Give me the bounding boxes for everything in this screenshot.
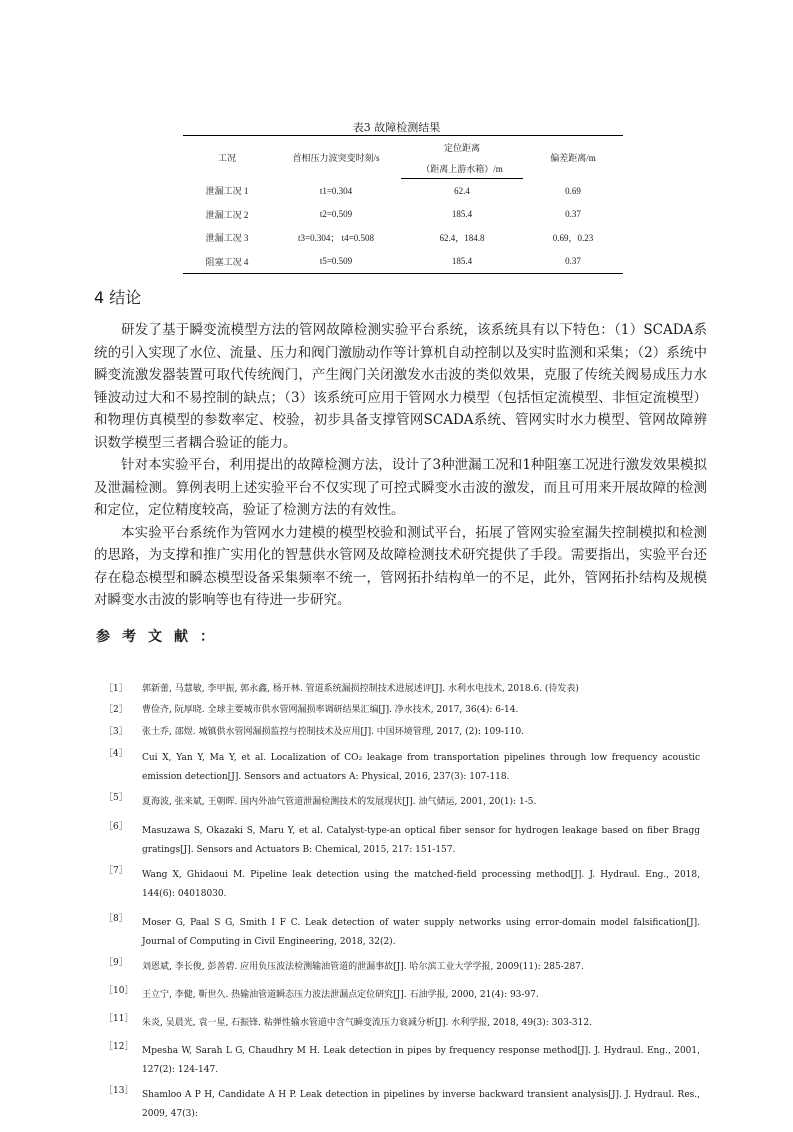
reference-text: Cui X, Yan Y, Ma Y, et al. Localization of CO₂ leakage from transportation pipelines through low frequency acoustic emission detection[J]. Sensors and actuators A: Physical, 2016, 237(3): 107-118. <box>142 753 700 782</box>
table-row <box>183 226 623 250</box>
table-row <box>183 179 623 203</box>
fault-detection-results-table <box>183 135 623 274</box>
reference-item <box>104 1042 700 1080</box>
reference-number: ［6］ <box>104 822 128 832</box>
reference-text: 朱炎, 吴晨光, 袁一星, 石振锋. 粘弹性输水管道中含气瞬变流压力衰减分析[J]. 水利学报, 2018, 49(3): 303-312. <box>142 1018 592 1028</box>
reference-number: ［12］ <box>104 1042 134 1052</box>
reference-item <box>104 986 700 1005</box>
reference-number: ［11］ <box>104 1014 134 1024</box>
cell-case: 阻塞工况 4 <box>183 250 271 274</box>
reference-list <box>104 684 700 1132</box>
table-row <box>183 250 623 274</box>
paragraph: 针对本实验平台，利用提出的故障检测方法，设计了3种泄漏工况和1种阻塞工况进行激发效果模拟及泄漏检测。算例表明上述实验平台不仅实现了可控式瞬变水击波的激发，而且可用来开展故障的检测和定位，定位精度较高，验证了检测方法的有效性。 <box>94 457 707 518</box>
cell-distance: 185.4 <box>401 250 523 274</box>
cell-time: t1=0.304 <box>319 185 353 196</box>
reference-text: Mpesha W, Sarah L G, Chaudhry M H. Leak detection in pipes by frequency response method[J]. J. Hydraul. Eng., 2001, 127(2): 124-147. <box>142 1046 700 1075</box>
reference-item <box>104 822 700 860</box>
reference-text: 张土乔, 邵煜. 城镇供水管网漏损监控与控制技术及应用[J]. 中国环境管理, 2017, (2): 109-110. <box>142 727 525 737</box>
cell-deviation: 0.69，0.23 <box>552 233 594 244</box>
header-distance-line1: 定位距离 <box>401 136 523 159</box>
reference-number: ［8］ <box>104 914 128 924</box>
cell-case: 泄漏工况 2 <box>205 209 249 220</box>
paragraph: 研发了基于瞬变流模型方法的管网故障检测实验平台系统，该系统具有以下特色：（1）SCADA系统的引入实现了水位、流量、压力和阀门激励动作等计算机自动控制以及实时监测和采集；（2）系统中瞬变流激发器装置可取代传统阀门，产生阀门关闭激发水击波的类似效果，克服了传统关阀易成压力水锤波动过大和不易控制的缺点；（3）该系统可应用于管网水力模型（包括恒定流模型、非恒定流模型）和物理仿真模型的参数率定、校验，初步具备支撑管网SCADA系统、管网实时水力模型、管网故障辨识数学模型三者耦合验证的能力。 <box>94 322 707 451</box>
header-distance-line2: （距离上游水箱）/m <box>401 158 523 179</box>
reference-text: Shamloo A P H, Candidate A H P. Leak detection in pipelines by inverse backward transient analysis[J]. J. Hydraul. Res., 2009, 47(3): <box>142 1090 700 1119</box>
reference-item <box>104 1086 700 1124</box>
header-case: 工况 <box>183 136 271 179</box>
reference-text: 夏海波, 张来斌, 王朝晖. 国内外油气管道泄漏检测技术的发展现状[J]. 油气储运, 2001, 20(1): 1-5. <box>142 797 537 807</box>
reference-text: 曹俭齐, 阮厚晓. 全球主要城市供水管网漏损率调研结果汇编[J]. 净水技术, 2017, 36(4): 6-14. <box>142 705 519 715</box>
cell-time: t2=0.509 <box>319 209 353 220</box>
reference-item <box>104 749 700 787</box>
cell-time: t3=0.304； t4=0.508 <box>298 233 374 244</box>
reference-text: 郭新蕾, 马慧敏, 李甲振, 郭永鑫, 杨开林. 管道系统漏损控制技术进展述评[J]. 水利水电技术, 2018.6. (待发表) <box>142 684 579 694</box>
reference-number: ［3］ <box>104 727 128 737</box>
reference-item <box>104 914 700 952</box>
reference-text: Masuzawa S, Okazaki S, Maru Y, et al. Catalyst-type-an optical fiber sensor for hydrogen leakage based on fiber Bragg gratings[J]. Sensors and Actuators B: Chemical, 2015, 217: 151-157. <box>142 826 700 855</box>
reference-number: ［1］ <box>104 684 128 694</box>
header-time: 首相压力波突变时刻/s <box>271 136 401 179</box>
reference-number: ［5］ <box>104 793 128 803</box>
reference-number: ［10］ <box>104 986 134 996</box>
reference-item <box>104 727 700 738</box>
reference-text: 刘恩斌, 李长俊, 彭善碧. 应用负压波法检测输油管道的泄漏事故[J]. 哈尔滨工业大学学报, 2009(11): 285-287. <box>142 962 584 972</box>
reference-text: 王立宁, 李健, 靳世久. 热输油管道瞬态压力波法泄漏点定位研究[J]. 石油学报, 2000, 21(4): 93-97. <box>142 990 539 1000</box>
section-title: 4 结论 <box>94 288 142 307</box>
cell-distance: 185.4 <box>451 209 473 220</box>
reference-text: Wang X, Ghidaoui M. Pipeline leak detection using the matched-field processing method[J]. J. Hydraul. Eng., 2018, 144(6): 04018030. <box>142 870 700 899</box>
section-body <box>94 319 707 612</box>
reference-number: ［7］ <box>104 866 128 876</box>
cell-deviation: 0.37 <box>565 209 581 220</box>
reference-number: ［13］ <box>104 1086 134 1096</box>
reference-item <box>104 958 700 977</box>
reference-item <box>104 684 700 695</box>
header-deviation: 偏差距离/m <box>523 136 623 179</box>
reference-item <box>104 1014 700 1033</box>
reference-text: Moser G, Paal S G, Smith I F C. Leak detection of water supply networks using error-domain model falsification[J]. Journal of Computing in Civil Engineering, 2018, 32(2). <box>142 918 700 947</box>
table-caption: 表3 故障检测结果 <box>352 121 441 134</box>
table-row <box>183 203 623 227</box>
references-heading: 参考文献： <box>96 629 226 645</box>
reference-number: ［2］ <box>104 705 128 715</box>
reference-number: ［4］ <box>104 749 128 759</box>
reference-number: ［9］ <box>104 958 128 968</box>
cell-time: t5=0.509 <box>271 250 401 274</box>
cell-deviation: 0.69 <box>565 185 581 196</box>
cell-case: 泄漏工况 3 <box>205 233 249 244</box>
cell-distance: 62.4 <box>454 185 470 196</box>
paragraph: 本实验平台系统作为管网水力建模的模型校验和测试平台，拓展了管网实验室漏失控制模拟和检测的思路，为支撑和推广实用化的智慧供水管网及故障检测技术研究提供了手段。需要指出，实验平台还存在稳态模型和瞬态模型设备采集频率不统一，管网拓扑结构单一的不足，此外，管网拓扑结构及规模对瞬变水击波的影响等也有待进一步研究。 <box>94 524 707 608</box>
cell-case: 泄漏工况 1 <box>205 186 249 196</box>
cell-deviation: 0.37 <box>523 250 623 274</box>
reference-item <box>104 793 700 812</box>
reference-item <box>104 866 700 904</box>
cell-distance: 62.4，184.8 <box>439 233 485 244</box>
reference-item <box>104 705 700 716</box>
